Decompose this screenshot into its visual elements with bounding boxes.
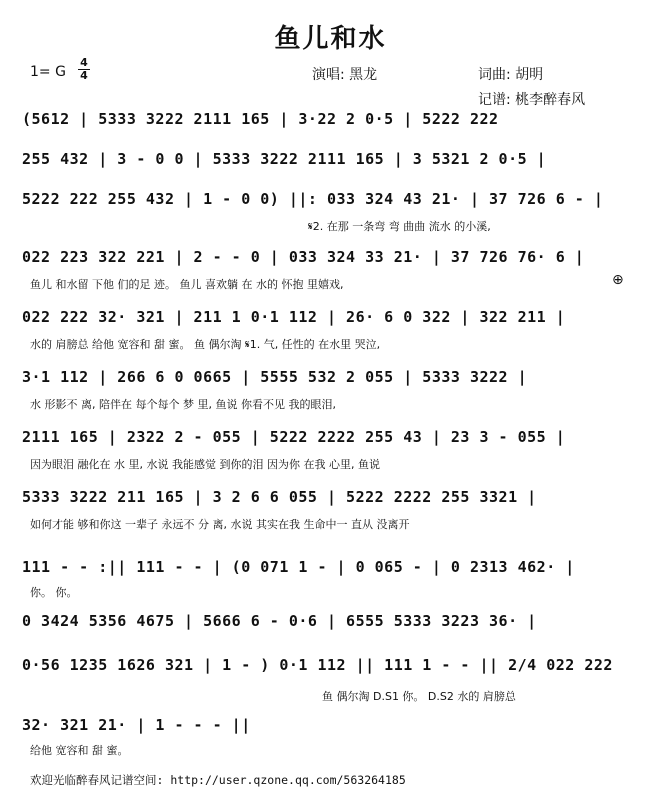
staff-line-11-lyrics: 鱼 偶尔淘 D.S1 你。 D.S2 水的 肩膀总	[322, 690, 516, 703]
staff-line-5-lyrics: 水的 肩膀总 给他 宽容和 甜 蜜。 鱼 偶尔淘 𝄋1. 气, 任性的 在水里 哭泣,	[30, 338, 381, 351]
key-signature: 1= G	[30, 64, 66, 80]
notator-credit: 记谱: 桃李醉春风	[478, 92, 586, 108]
staff-line-10-notes: 0 3424 5356 4675 | 5666 6 - 0·6 | 6555 5333 3223 36· |	[22, 612, 537, 630]
staff-line-9-lyrics: 你。 你。	[30, 586, 78, 599]
staff-line-1-notes: (5612 | 5333 3222 2111 165 | 3·22 2 0·5 | 5222 222	[22, 110, 499, 128]
time-signature-bottom: 4	[80, 69, 88, 82]
composer-credit: 词曲: 胡明	[478, 67, 544, 83]
coda-icon: ⊕	[612, 272, 624, 288]
staff-line-9-notes: 111 - - :|| 111 - - | (0 071 1 - | 0 065 - | 0 2313 462· |	[22, 558, 575, 576]
singer-credit: 演唱: 黑龙	[312, 67, 378, 83]
staff-line-12-notes: 32· 321 21· | 1 - - - ||	[22, 716, 251, 734]
staff-line-4-notes: 022 223 322 221 | 2 - - 0 | 033 324 33 21· | 37 726 76· 6 |	[22, 248, 585, 266]
staff-line-8-lyrics: 如何才能 够和你这 一辈子 永远不 分 离, 水说 其实在我 生命中一 直从 没离开	[30, 518, 410, 531]
staff-line-7-lyrics: 因为眼泪 融化在 水 里, 水说 我能感觉 到你的泪 因为你 在我 心里, 鱼说	[30, 458, 380, 471]
staff-line-4-lyrics: 鱼儿 和水留 下他 们的足 迹。 鱼儿 喜欢躺 在 水的 怀抱 里嬉戏,	[30, 278, 344, 291]
staff-line-2-notes: 255 432 | 3 - 0 0 | 5333 3222 2111 165 | 3 5321 2 0·5 |	[22, 150, 547, 168]
staff-line-3-notes: 5222 222 255 432 | 1 - 0 0) ||: 033 324 43 21· | 37 726 6 - |	[22, 190, 604, 208]
staff-line-7-notes: 2111 165 | 2322 2 - 055 | 5222 2222 255 43 | 23 3 - 055 |	[22, 428, 566, 446]
staff-line-3-lyrics: 𝄋2. 在那 一条弯 弯 曲曲 流水 的小溪,	[308, 220, 491, 233]
staff-line-5-notes: 022 222 32· 321 | 211 1 0·1 112 | 26· 6 0 322 | 322 211 |	[22, 308, 566, 326]
staff-line-8-notes: 5333 3222 211 165 | 3 2 6 6 055 | 5222 2222 255 3321 |	[22, 488, 537, 506]
song-title: 鱼儿和水	[274, 24, 387, 54]
staff-line-11-notes: 0·56 1235 1626 321 | 1 - ) 0·1 112 || 111 1 - - || 2/4 022 222	[22, 656, 613, 674]
staff-line-6-notes: 3·1 112 | 266 6 0 0665 | 5555 532 2 055 | 5333 3222 |	[22, 368, 528, 386]
staff-line-12-lyrics: 给他 宽容和 甜 蜜。	[30, 744, 129, 757]
time-signature	[78, 58, 90, 81]
staff-line-6-lyrics: 水 形影不 离, 陪伴在 每个每个 梦 里, 鱼说 你看不见 我的眼泪,	[30, 398, 336, 411]
time-signature-top: 4	[80, 56, 88, 69]
footer-credit: 欢迎光临醉春风记谱空间: http://user.qzone.qq.com/563264185	[30, 773, 406, 787]
